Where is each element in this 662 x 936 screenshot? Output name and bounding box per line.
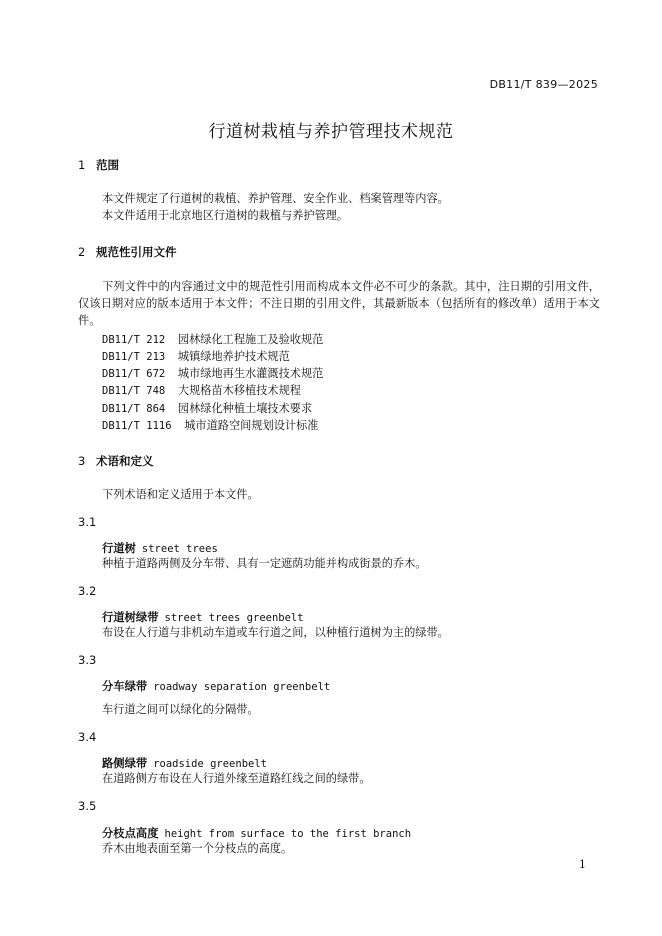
term-heading <box>102 609 304 625</box>
term-definition: 乔木由地表面至第一个分枝点的高度。 <box>102 842 293 855</box>
reference-code: DB11/T 1116 <box>102 420 172 432</box>
section-number: 2 <box>78 245 86 259</box>
term-zh: 行道树绿带 <box>102 611 159 624</box>
reference-item <box>102 348 290 364</box>
reference-code: DB11/T 212 <box>102 334 166 346</box>
reference-item <box>102 365 323 381</box>
document-code: DB11/T 839—2025 <box>489 78 598 91</box>
term-definition: 布设在人行道与非机动车道或车行道之间，以种植行道树为主的绿带。 <box>102 626 449 639</box>
reference-title: 城市道路空间规划设计标准 <box>184 419 319 432</box>
paragraph: 下列术语和定义适用于本文件。 <box>102 488 259 501</box>
term-en: roadway separation greenbelt <box>153 681 331 693</box>
reference-title: 园林绿化种植土壤技术要求 <box>177 402 313 415</box>
reference-title: 城市绿地再生水灌溉技术规范 <box>177 367 324 380</box>
term-definition: 在道路侧方布设在人行道外缘至道路红线之间的绿带。 <box>102 772 371 785</box>
section-1-heading <box>78 157 119 173</box>
section-title: 范围 <box>96 158 119 172</box>
term-heading <box>102 540 218 556</box>
paragraph: 本文件适用于北京地区行道树的栽植与养护管理。 <box>102 209 349 222</box>
term-zh: 分枝点高度 <box>102 827 159 840</box>
section-2-heading <box>78 244 177 260</box>
term-number: 3.3 <box>78 653 97 667</box>
reference-title: 大规格苗木移植技术规程 <box>177 384 301 397</box>
reference-code: DB11/T 864 <box>102 403 166 415</box>
reference-code: DB11/T 672 <box>102 368 166 380</box>
term-number: 3.2 <box>78 584 97 598</box>
term-heading <box>102 678 330 694</box>
reference-code: DB11/T 748 <box>102 385 166 397</box>
section-number: 1 <box>78 158 86 172</box>
reference-title: 园林绿化工程施工及验收规范 <box>177 333 324 346</box>
paragraph: 本文件规定了行道树的栽植、养护管理、安全作业、档案管理等内容。 <box>102 192 449 205</box>
term-zh: 路侧绿带 <box>102 757 148 770</box>
section-title: 术语和定义 <box>96 454 154 468</box>
term-en: height from surface to the first branch <box>164 828 412 840</box>
term-en: street trees <box>141 543 218 555</box>
term-en: roadside greenbelt <box>153 758 267 770</box>
paragraph: 下列文件中的内容通过文中的规范性引用而构成本文件必不可少的条款。其中，注日期的引用文件，仅该日期对应的版本适用于本文件；不注日期的引用文件，其最新版本（包括所有的修改单）适用于本文件。 <box>78 280 600 327</box>
page-title: 行道树栽植与养护管理技术规范 <box>208 122 454 142</box>
term-definition: 种植于道路两侧及分车带、具有一定遮荫功能并构成街景的乔木。 <box>102 557 427 570</box>
term-heading <box>102 755 267 771</box>
term-number: 3.1 <box>78 515 97 529</box>
reference-code: DB11/T 213 <box>102 351 166 363</box>
section-3-heading <box>78 453 154 469</box>
reference-item <box>102 331 323 347</box>
term-heading <box>102 825 411 841</box>
reference-item <box>102 400 312 416</box>
reference-title: 城镇绿地养护技术规范 <box>177 350 290 363</box>
section-title: 规范性引用文件 <box>96 245 177 259</box>
term-number: 3.4 <box>78 730 97 744</box>
reference-item <box>102 382 301 398</box>
term-definition: 车行道之间可以绿化的分隔带。 <box>102 703 259 716</box>
section-number: 3 <box>78 454 86 468</box>
term-zh: 行道树 <box>102 542 136 555</box>
term-en: street trees greenbelt <box>164 612 304 624</box>
term-zh: 分车绿带 <box>102 680 148 693</box>
term-number: 3.5 <box>78 799 97 813</box>
page-number: 1 <box>579 858 586 871</box>
reference-item <box>102 417 318 433</box>
